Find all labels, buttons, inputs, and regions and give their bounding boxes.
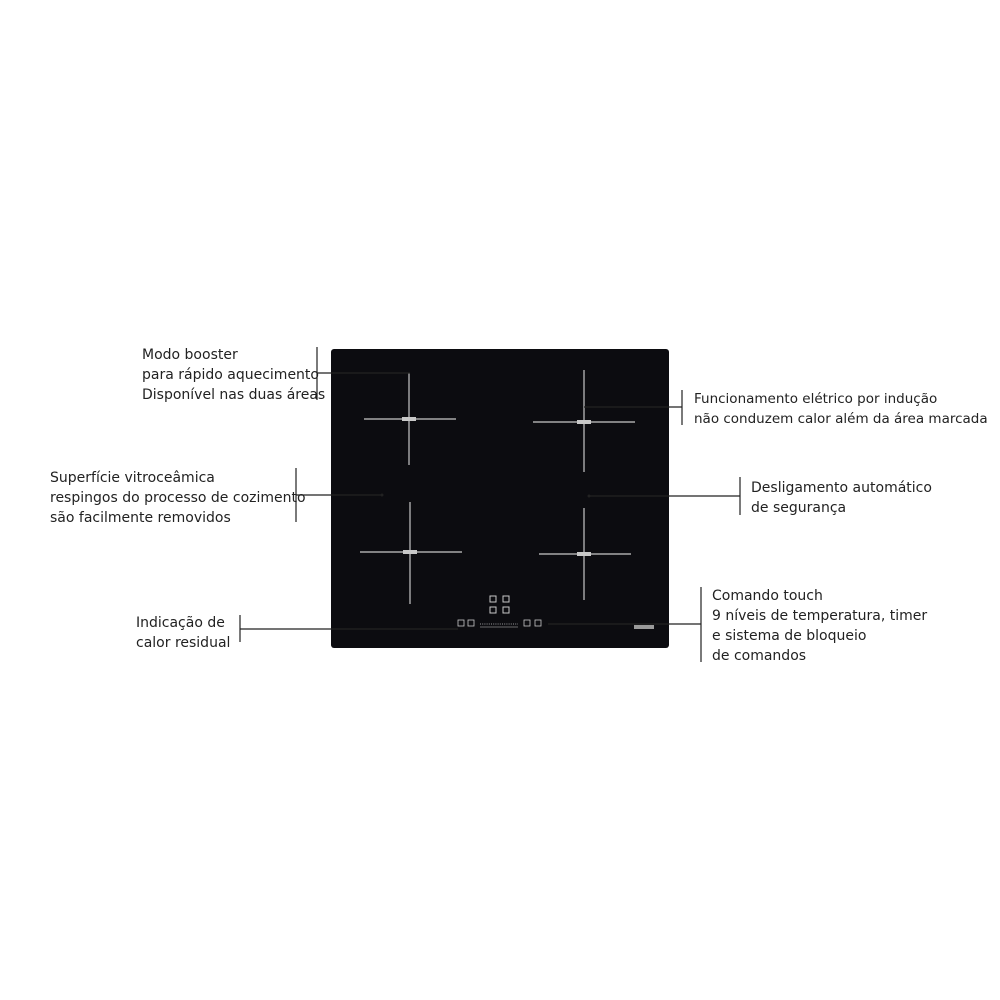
callout-shutoff [751, 478, 932, 518]
callout-induction-line-1: Funcionamento elétrico por indução [694, 391, 938, 407]
callout-induction [694, 389, 988, 429]
callout-booster-line-2: para rápido aquecimento [142, 367, 319, 383]
callout-touch-line-4: de comandos [712, 648, 807, 664]
leader-surface-dot [381, 494, 384, 497]
callout-surface-line-1: Superfície vitroceâmica [50, 470, 215, 486]
callout-booster-line-1: Modo booster [142, 347, 238, 363]
callout-residual-line-1: Indicação de [136, 615, 225, 631]
callout-surface [50, 468, 306, 528]
callout-shutoff-line-1: Desligamento automático [751, 480, 932, 496]
callout-shutoff-line-2: de segurança [751, 500, 847, 516]
callout-touch-line-1: Comando touch [712, 588, 823, 604]
callout-booster-line-3: Disponível nas duas áreas [142, 387, 326, 403]
brand-logo [634, 625, 654, 629]
callout-touch-line-3: e sistema de bloqueio [712, 628, 867, 644]
leader-shutoff-dot [588, 495, 591, 498]
callout-surface-line-2: respingos do processo de cozimento [50, 490, 306, 506]
callout-residual-line-2: calor residual [136, 635, 231, 651]
callout-surface-line-3: são facilmente removidos [50, 510, 231, 526]
callout-booster [142, 345, 325, 405]
callout-touch [712, 586, 927, 666]
callout-touch-line-2: 9 níveis de temperatura, timer [712, 608, 928, 624]
cooktop-glass-panel [331, 349, 669, 648]
callout-residual [136, 613, 230, 653]
callout-induction-line-2: não conduzem calor além da área marcada [694, 411, 988, 427]
